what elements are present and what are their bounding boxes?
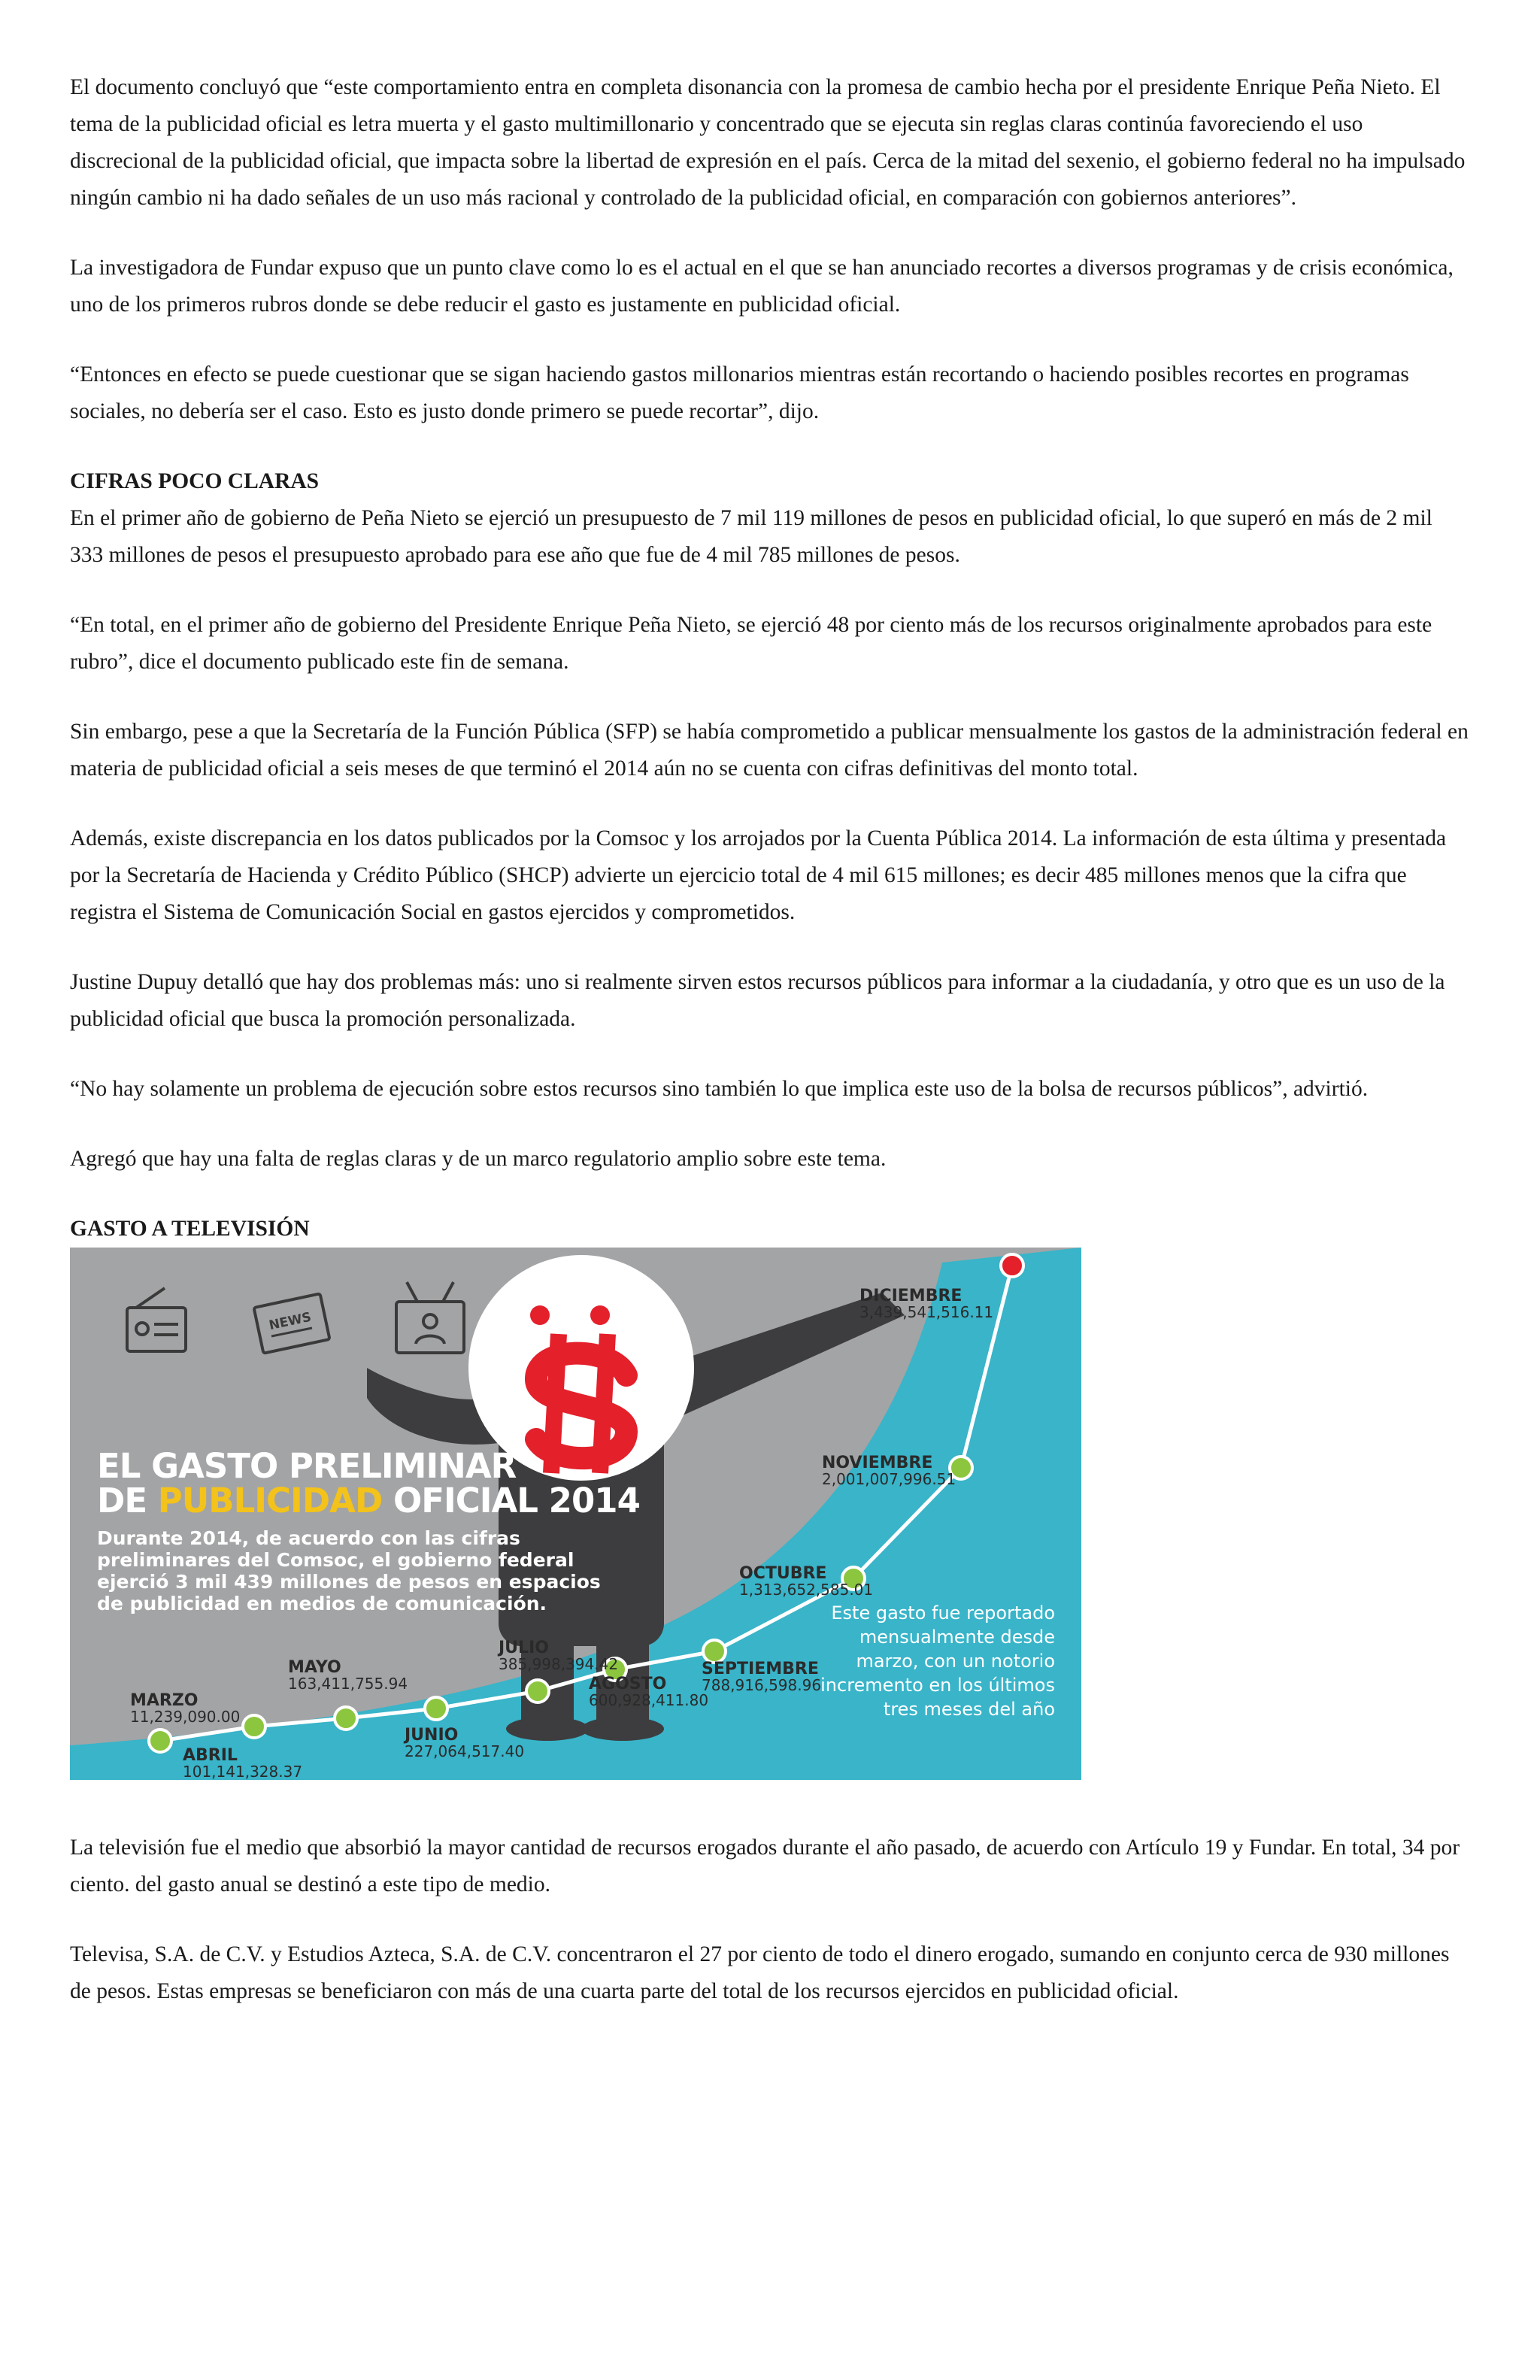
month-label: JUNIO	[405, 1726, 459, 1745]
value-label: 101,141,328.37	[183, 1763, 303, 1780]
month-label: AGOSTO	[589, 1675, 667, 1693]
paragraph: Sin embargo, pese a que la Secretaría de la Función Pública (SFP) se había comprometido a publicar mensualmente los gastos de la administración federal en materia de publicidad oficial a seis meses de que terminó el 2014 aún no se cuenta con cifras definitivas del monto total.	[70, 720, 1469, 781]
value-label: 1,313,652,585.01	[739, 1581, 874, 1599]
month-label: MAYO	[288, 1658, 341, 1677]
title-line-2-prefix: DE	[97, 1481, 158, 1520]
paragraph: El documento concluyó que “este comportamiento entra en completa disonancia con la promesa de cambio hecha por el presidente Enrique Peña Nieto. El tema de la publicidad oficial es letra muerta y el gasto multimillonario y concentrado que se ejecuta sin reglas claras continúa favoreciendo el uso discrecional de la publicidad oficial, que impacta sobre la libertad de expresión en el país. Cerca de la mitad del sexenio, el gobierno federal no ha impulsado ningún cambio ni ha dado señales de un uso más racional y controlado de la publicidad oficial, en comparación con gobiernos anteriores”.	[70, 75, 1466, 210]
data-point-diciembre	[1001, 1254, 1023, 1277]
data-label-junio	[405, 1727, 524, 1759]
paragraph: Agregó que hay una falta de reglas claras y de un marco regulatorio amplio sobre este tema.	[70, 1147, 887, 1171]
month-label: MARZO	[130, 1691, 199, 1710]
data-label-mayo	[288, 1660, 408, 1691]
value-label: 227,064,517.40	[405, 1742, 525, 1760]
mascot-right-foot	[581, 1717, 664, 1741]
value-label: 788,916,598.96	[702, 1676, 822, 1694]
title-highlight: PUBLICIDAD	[157, 1481, 383, 1520]
news-label: NEWS	[267, 1309, 313, 1334]
month-label: DICIEMBRE	[859, 1287, 962, 1305]
value-label: 11,239,090.00	[130, 1708, 241, 1726]
title-line-2-suffix: OFICIAL 2014	[382, 1481, 640, 1520]
value-label: 2,001,007,996.51	[822, 1470, 956, 1488]
data-label-noviembre	[822, 1455, 956, 1487]
section-heading: CIFRAS POCO CLARAS	[70, 469, 320, 493]
data-point-marzo	[149, 1730, 171, 1752]
infographic-note: Este gasto fue reportado mensualmente desde marzo, con un notorio incremento en los últimos tres meses del año	[820, 1602, 1055, 1720]
value-label: 3,439,541,516.11	[859, 1303, 994, 1321]
month-label: OCTUBRE	[739, 1564, 827, 1583]
data-label-abril	[183, 1748, 302, 1779]
value-label: 163,411,755.94	[288, 1675, 408, 1693]
paragraph: Televisa, S.A. de C.V. y Estudios Azteca, S.A. de C.V. concentraron el 27 por ciento de todo el dinero erogado, sumando en conjunto cerca de 930 millones de pesos. Estas empresas se beneficiaron con más de una cuarta parte del total de los recursos ejercidos en publicidad oficial.	[70, 1942, 1450, 2003]
infographic-lede: Durante 2014, de acuerdo con las cifras preliminares del Comsoc, el gobierno federal ejerció 3 mil 439 millones de pesos en espacios de publicidad en medios de comunicación.	[97, 1527, 601, 1614]
title-line-2	[97, 1481, 640, 1520]
data-label-septiembre	[702, 1661, 821, 1693]
month-label: ABRIL	[183, 1746, 238, 1765]
paragraph: En el primer año de gobierno de Peña Nieto se ejerció un presupuesto de 7 mil 119 millones de pesos en publicidad oficial, lo que superó en más de 2 mil 333 millones de pesos el presupuesto aprobado para ese año que fue de 4 mil 785 millones de pesos.	[70, 506, 1432, 567]
title-line-1: EL GASTO PRELIMINAR	[97, 1446, 517, 1486]
paragraph: Justine Dupuy detalló que hay dos problemas más: uno si realmente sirven estos recursos públicos para informar a la ciudadanía, y otro que es un uso de la publicidad oficial que busca la promoción personalizada.	[70, 970, 1445, 1031]
value-label: 600,928,411.80	[589, 1691, 709, 1709]
data-point-junio	[425, 1697, 447, 1720]
month-label: SEPTIEMBRE	[702, 1660, 819, 1678]
paragraph: “Entonces en efecto se puede cuestionar que se sigan haciendo gastos millonarios mientras están recortando o haciendo posibles recortes en programas sociales, no debería ser el caso. Esto es justo donde primero se puede recortar”, dijo.	[70, 362, 1409, 423]
infographic	[70, 1248, 1081, 1780]
paragraph: Además, existe discrepancia en los datos publicados por la Comsoc y los arrojados por la Cuenta Pública 2014. La información de esta última y presentada por la Secretaría de Hacienda y Crédito Público (SHCP) advierte un ejercicio total de 4 mil 615 millones; es decir 485 millones menos que la cifra que registra el Sistema de Comunicación Social en gastos ejercidos y comprometidos.	[70, 826, 1447, 924]
data-label-octubre	[739, 1566, 873, 1597]
value-label: 385,998,394.42	[499, 1655, 619, 1673]
data-label-diciembre	[859, 1288, 993, 1320]
data-label-marzo	[130, 1693, 240, 1724]
data-point-julio	[526, 1680, 549, 1702]
paragraph: “No hay solamente un problema de ejecución sobre estos recursos sino también lo que implica este uso de la bolsa de recursos públicos”, advirtió.	[70, 1077, 1369, 1101]
paragraph: “En total, en el primer año de gobierno del Presidente Enrique Peña Nieto, se ejerció 48 por ciento más de los recursos originalmente aprobados para este rubro”, dice el documento publicado este fin de semana.	[70, 613, 1432, 674]
section-heading: GASTO A TELEVISIÓN	[70, 1217, 310, 1241]
month-label: NOVIEMBRE	[822, 1454, 933, 1472]
paragraph: La investigadora de Fundar expuso que un punto clave como lo es el actual en el que se han anunciado recortes a diversos programas y de crisis económica, uno de los primeros rubros donde se debe reducir el gasto es justamente en publicidad oficial.	[70, 256, 1454, 317]
article-body	[70, 69, 1470, 2043]
data-label-agosto	[589, 1676, 708, 1708]
month-label: JULIO	[499, 1639, 549, 1657]
data-point-mayo	[335, 1707, 357, 1730]
data-point-abril	[243, 1715, 265, 1738]
paragraph: La televisión fue el medio que absorbió la mayor cantidad de recursos erogados durante el año pasado, de acuerdo con Artículo 19 y Fundar. En total, 34 por ciento. del gasto anual se destinó a este tipo de medio.	[70, 1836, 1460, 1896]
data-label-julio	[499, 1640, 618, 1672]
infographic-title	[97, 1446, 640, 1520]
